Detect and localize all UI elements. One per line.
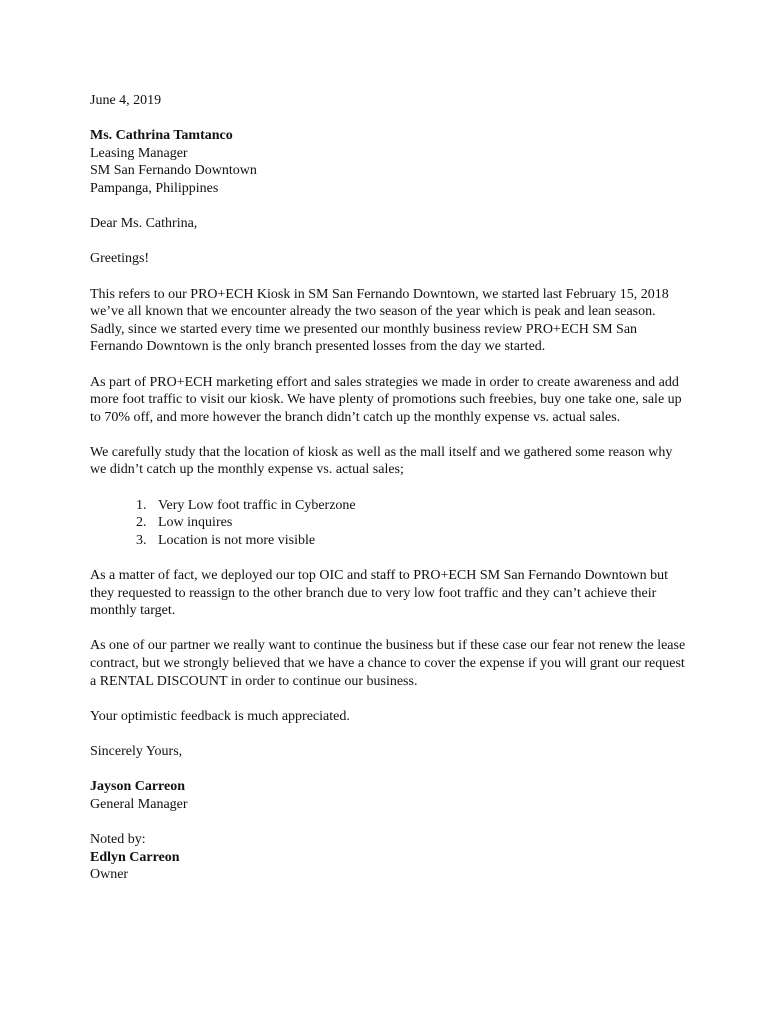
paragraph-line: As part of PRO+ECH marketing effort and sales strategies we made in order to create awareness and add [90, 374, 679, 390]
paragraph-line: We carefully study that the location of kiosk as well as the mall itself and we gathered some reason why [90, 444, 673, 460]
list-item-number: 1. [136, 497, 147, 513]
paragraph-line: Fernando Downtown is the only branch presented losses from the day we started. [90, 339, 546, 355]
paragraph-feedback [90, 708, 690, 726]
noter-name: Edlyn Carreon [90, 849, 180, 865]
list-item-number: 3. [136, 532, 147, 548]
list-item [90, 514, 690, 532]
paragraph-request [90, 637, 690, 690]
paragraph-line: Sadly, since we started every time we presented our monthly business review PRO+ECH SM San [90, 321, 638, 337]
paragraph-line: contract, but we strongly believed that we have a chance to cover the expense if you will grant our request [90, 656, 685, 671]
letter-date: June 4, 2019 [90, 93, 162, 108]
greeting: Greetings! [90, 251, 150, 267]
list-item-text: Very Low foot traffic in Cyberzone [158, 497, 356, 513]
noted-block [90, 831, 690, 884]
paragraph-study [90, 444, 690, 479]
letter-page [90, 92, 690, 884]
signatory-block [90, 778, 690, 813]
paragraph-line: a RENTAL DISCOUNT in order to continue our business. [90, 673, 418, 689]
recipient-block [90, 127, 690, 197]
paragraph-line: to 70% off, and more however the branch didn’t catch up the monthly expense vs. actual sales. [90, 409, 621, 425]
recipient-company: SM San Fernando Downtown [90, 163, 257, 179]
recipient-title: Leasing Manager [90, 145, 188, 161]
list-item-number: 2. [136, 515, 147, 531]
recipient-location: Pampanga, Philippines [90, 180, 219, 196]
recipient-name: Ms. Cathrina Tamtanco [90, 128, 233, 144]
paragraph-line: we didn’t catch up the monthly expense vs. actual sales; [90, 462, 404, 478]
paragraph-line: This refers to our PRO+ECH Kiosk in SM San Fernando Downtown, we started last February 15, 2018 [90, 286, 669, 302]
paragraph-line: As one of our partner we really want to continue the business but if these case our fear not renew the lease [90, 638, 686, 654]
reasons-list [90, 497, 690, 550]
list-item-text: Location is not more visible [158, 532, 316, 548]
paragraph-staff [90, 567, 690, 620]
paragraph-intro [90, 286, 690, 356]
closing: Sincerely Yours, [90, 743, 183, 759]
signatory-name: Jayson Carreon [90, 779, 186, 795]
paragraph-line: they requested to reassign to the other branch due to very low foot traffic and they can’t achieve their [90, 585, 657, 601]
paragraph-line: more foot traffic to visit our kiosk. We have plenty of promotions such freebies, buy one take one, sale up [90, 392, 682, 408]
list-item [90, 532, 690, 550]
noter-title: Owner [90, 867, 129, 883]
list-item-text: Low inquires [158, 515, 233, 531]
paragraph-line: we’ve all known that we encounter already the two season of the year which is peak and lean season. [90, 304, 656, 320]
paragraph-line: monthly target. [90, 603, 176, 619]
noted-label: Noted by: [90, 831, 146, 847]
paragraph-line: As a matter of fact, we deployed our top OIC and staff to PRO+ECH SM San Fernando Downtown but [90, 568, 669, 584]
salutation: Dear Ms. Cathrina, [90, 216, 198, 232]
list-item [90, 497, 690, 515]
paragraph-marketing [90, 374, 690, 427]
paragraph-line: Your optimistic feedback is much appreciated. [90, 708, 350, 724]
signatory-title: General Manager [90, 796, 188, 812]
